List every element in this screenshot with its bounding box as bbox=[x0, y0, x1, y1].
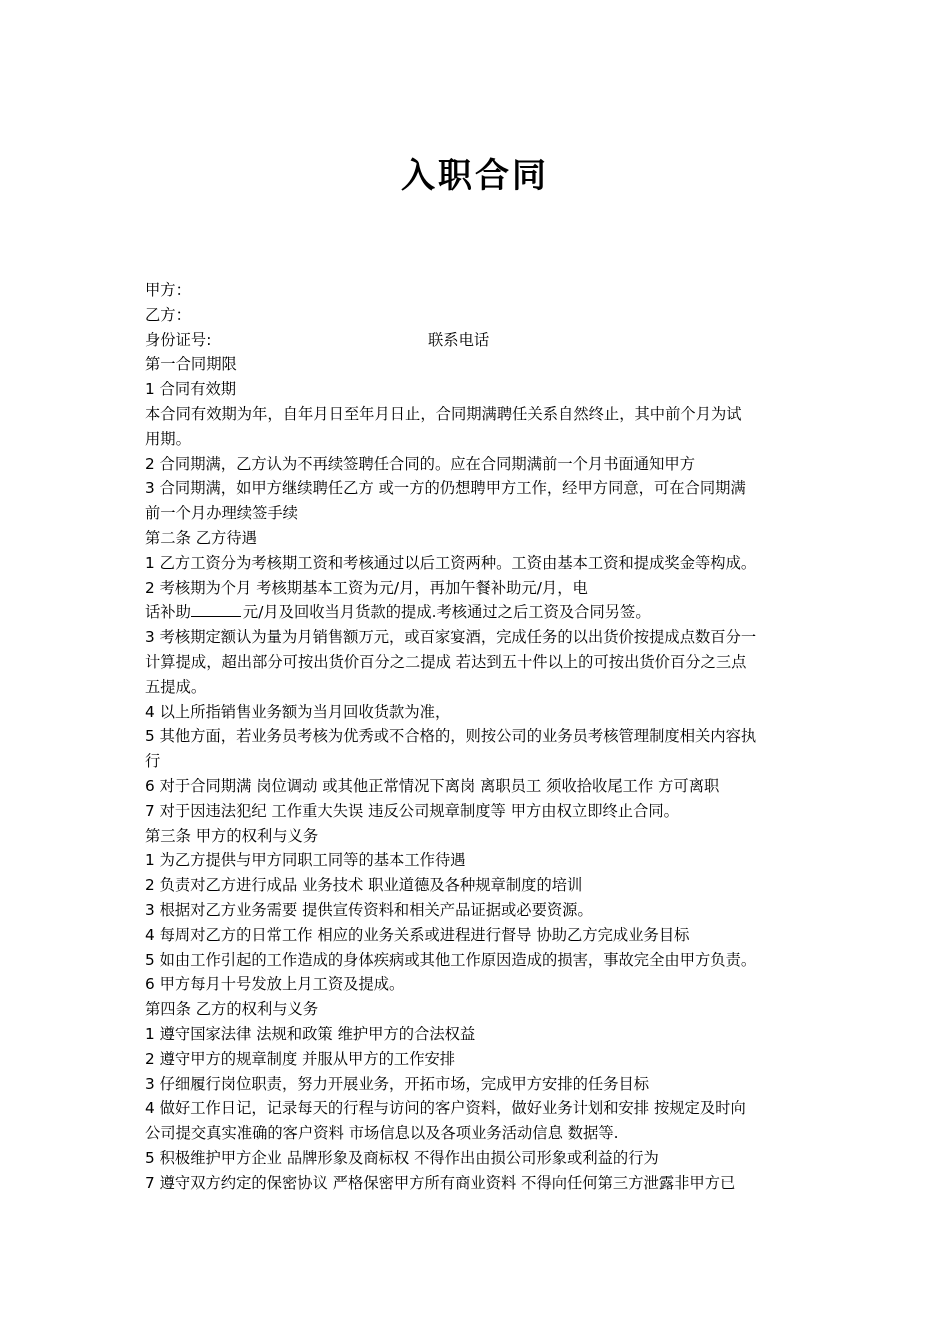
text-line: 1 遵守国家法律 法规和政策 维护甲方的合法权益 bbox=[145, 1024, 476, 1043]
text-line: 7 遵守双方约定的保密协议 严格保密甲方所有商业资料 不得向任何第三方泄露非甲方已 bbox=[145, 1173, 736, 1192]
phone-allowance-line bbox=[145, 600, 810, 625]
text-line: 公司提交真实准确的客户资料 市场信息以及各项业务活动信息 数据等. bbox=[145, 1124, 619, 1143]
text-line: 5 其他方面，若业务员考核为优秀或不合格的，则按公司的业务员考核管理制度相关内容执 bbox=[145, 727, 757, 746]
text-line: 2 遵守甲方的规章制度 并服从甲方的工作安排 bbox=[145, 1049, 456, 1068]
text-line: 3 根据对乙方业务需要 提供宣传资料和相关产品证据或必要资源。 bbox=[145, 900, 593, 919]
text-line: 4 做好工作日记，记录每天的行程与访问的客户资料，做好业务计划和安排 按规定及时向 bbox=[145, 1099, 746, 1118]
phone-label: 联系电话 bbox=[428, 330, 490, 349]
text-line: 计算提成，超出部分可按出货价百分之二提成 若达到五十件以上的可按出货价百分之三点 bbox=[145, 652, 747, 671]
party-b-label: 乙方： bbox=[145, 305, 191, 324]
text-line: 前一个月办理续签手续 bbox=[145, 504, 298, 523]
text-line: 4 每周对乙方的日常工作 相应的业务关系或进程进行督导 协助乙方完成业务目标 bbox=[145, 925, 690, 944]
text-line: 3 仔细履行岗位职责，努力开展业务，开拓市场，完成甲方安排的任务目标 bbox=[145, 1074, 650, 1093]
text-line: 第四条 乙方的权利与义务 bbox=[145, 1000, 319, 1019]
id-phone-row bbox=[145, 328, 810, 353]
text-line: 3 合同期满，如甲方继续聘任乙方 或一方的仍想聘甲方工作，经甲方同意，可在合同期满 bbox=[145, 479, 746, 498]
text-line: 1 为乙方提供与甲方同职工同等的基本工作待遇 bbox=[145, 851, 466, 870]
text-line: 3 考核期定额认为量为月销售额万元，或百家宴酒，完成任务的以出货价按提成点数百分一 bbox=[145, 628, 757, 647]
text-line: 第三条 甲方的权利与义务 bbox=[145, 826, 319, 845]
text-line: 行 bbox=[145, 752, 161, 771]
text-line: 6 对于合同期满 岗位调动 或其他正常情况下离岗 离职员工 须收拾收尾工作 方可离职 bbox=[145, 776, 720, 795]
phone-allowance-suffix: 元/月及回收当月货款的提成.考核通过之后工资及合同另签。 bbox=[242, 603, 651, 622]
text-line: 4 以上所指销售业务额为当月回收货款为准， bbox=[145, 702, 451, 721]
text-line: 7 对于因违法犯纪 工作重大失误 违反公司规章制度等 甲方由权立即终止合同。 bbox=[145, 801, 679, 820]
text-line: 5 积极维护甲方企业 品牌形象及商标权 不得作出由损公司形象或利益的行为 bbox=[145, 1148, 659, 1167]
text-line: 2 合同期满，乙方认为不再续签聘任合同的。应在合同期满前一个月书面通知甲方 bbox=[145, 454, 695, 473]
text-line: 第二条 乙方待遇 bbox=[145, 528, 257, 547]
text-line: 用期。 bbox=[145, 429, 191, 448]
text-line: 5 如由工作引起的工作造成的身体疾病或其他工作原因造成的损害，事故完全由甲方负责。 bbox=[145, 950, 757, 969]
text-line: 6 甲方每月十号发放上月工资及提成。 bbox=[145, 975, 405, 994]
text-line: 五提成。 bbox=[145, 677, 207, 696]
text-line: 2 负责对乙方进行成品 业务技术 职业道德及各种规章制度的培训 bbox=[145, 876, 583, 895]
id-number-label: 身份证号: bbox=[145, 330, 212, 349]
document-title: 入职合同 bbox=[401, 156, 549, 196]
fill-blank bbox=[191, 602, 241, 617]
phone-allowance-prefix: 话补助 bbox=[145, 603, 191, 622]
text-line: 本合同有效期为年，自年月日至年月日止，合同期满聘任关系自然终止，其中前个月为试 bbox=[145, 404, 742, 423]
party-a-label: 甲方： bbox=[145, 281, 191, 299]
text-line: 第一合同期限 bbox=[145, 355, 237, 374]
text-line: 1 乙方工资分为考核期工资和考核通过以后工资两种。工资由基本工资和提成奖金等构成。 bbox=[145, 553, 757, 572]
text-line: 1 合同有效期 bbox=[145, 380, 237, 399]
contract-body bbox=[145, 278, 810, 1195]
text-line: 2 考核期为个月 考核期基本工资为元/月，再加午餐补助元/月，电 bbox=[145, 578, 588, 597]
